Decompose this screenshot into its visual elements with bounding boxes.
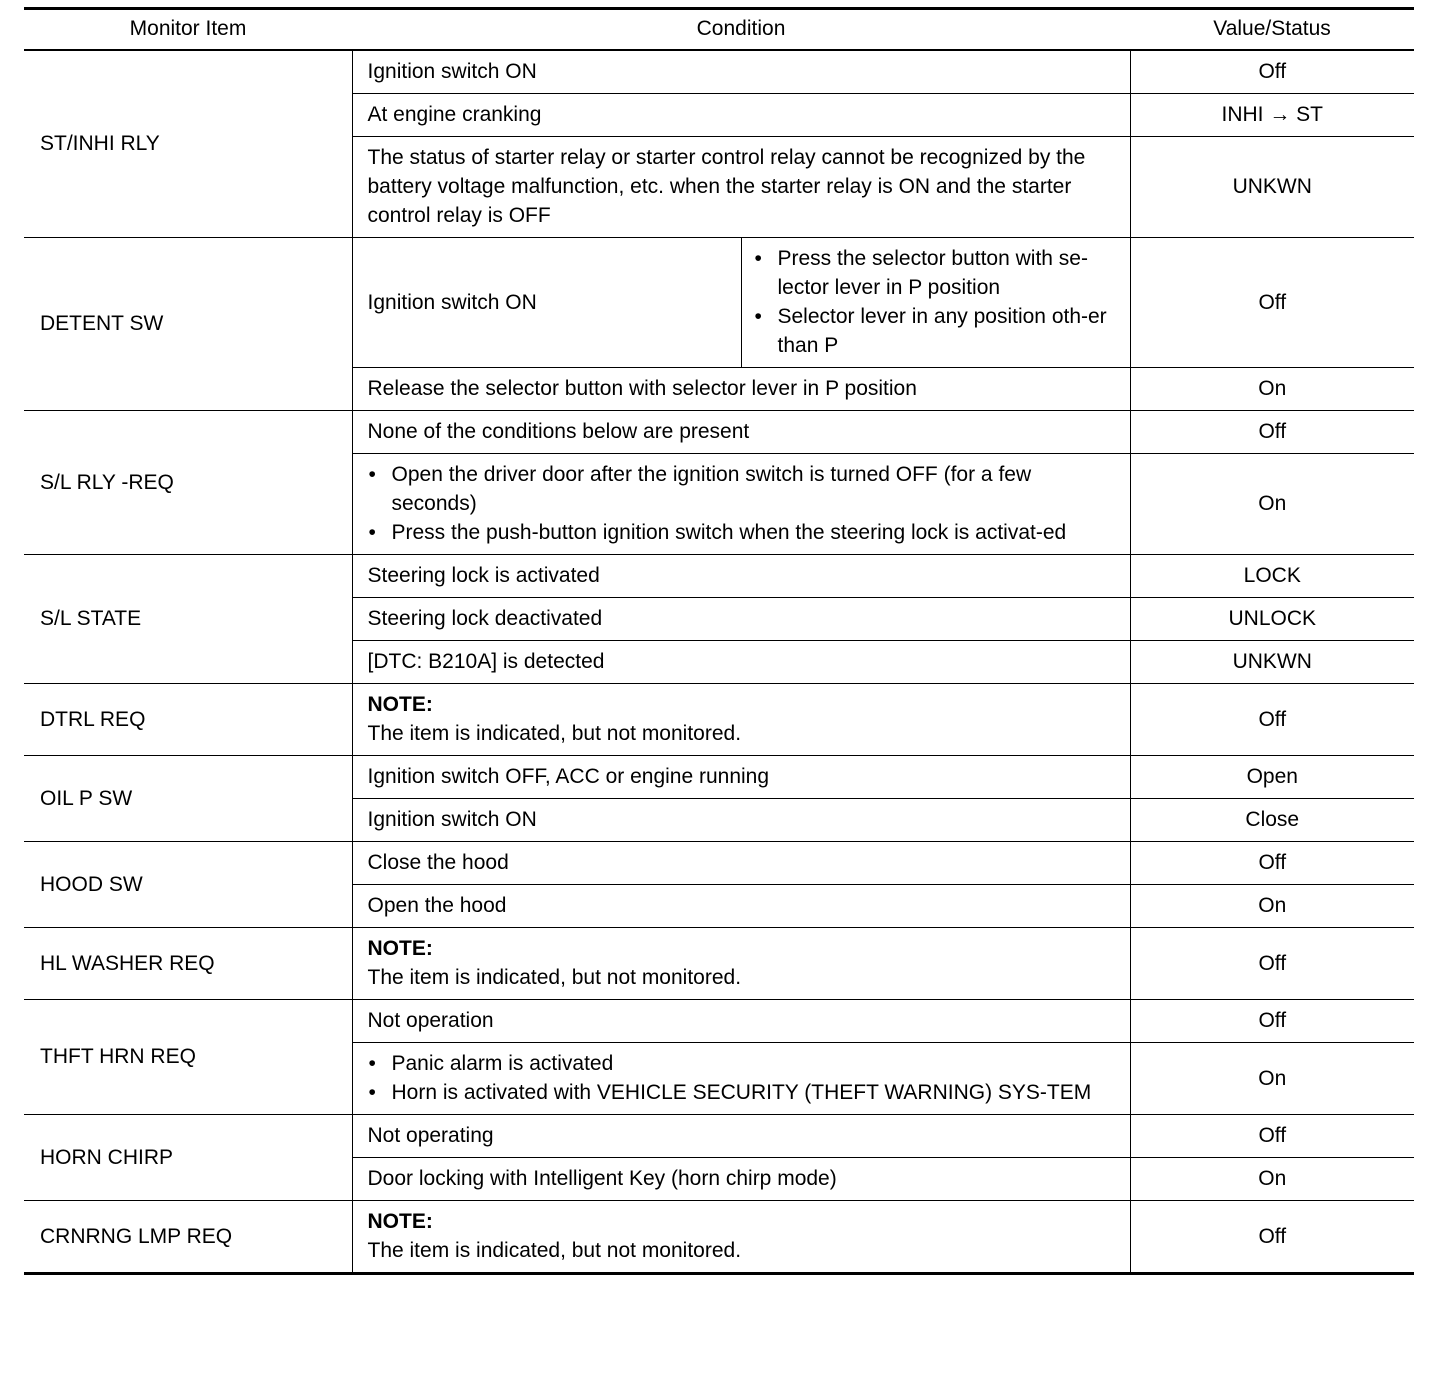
condition-bullet-list xyxy=(368,1049,1115,1107)
header-value-status: Value/Status xyxy=(1130,9,1414,51)
condition-cell xyxy=(352,1201,1130,1274)
monitor-item-sl-rly-req: S/L RLY -REQ xyxy=(24,411,352,555)
value-cell: Off xyxy=(1130,684,1414,756)
condition-cell: [DTC: B210A] is detected xyxy=(352,641,1130,684)
monitor-item-oil-p-sw: OIL P SW xyxy=(24,756,352,842)
condition-cell xyxy=(352,454,1130,555)
value-cell: UNKWN xyxy=(1130,137,1414,238)
table-row xyxy=(24,928,1414,1000)
monitor-item-hl-washer-req: HL WASHER REQ xyxy=(24,928,352,1000)
condition-cell: Release the selector button with selector lever in P position xyxy=(352,368,1130,411)
table-row xyxy=(24,756,1414,799)
note-label: NOTE: xyxy=(367,1210,433,1233)
table-row xyxy=(24,1000,1414,1043)
list-item: • Press the selector button with se-lector lever in P position xyxy=(754,244,1122,302)
condition-cell: Not operation xyxy=(352,1000,1130,1043)
value-cell: Off xyxy=(1130,1000,1414,1043)
condition-cell: None of the conditions below are present xyxy=(352,411,1130,454)
value-cell: UNKWN xyxy=(1130,641,1414,684)
value-cell: On xyxy=(1130,454,1414,555)
table-row xyxy=(24,555,1414,598)
condition-cell: Door locking with Intelligent Key (horn chirp mode) xyxy=(352,1158,1130,1201)
header-monitor-item: Monitor Item xyxy=(24,9,352,51)
value-cell: On xyxy=(1130,1043,1414,1115)
value-cell: INHI → ST xyxy=(1130,94,1414,137)
value-cell: Off xyxy=(1130,1201,1414,1274)
monitor-item-crnrng-lmp-req: CRNRNG LMP REQ xyxy=(24,1201,352,1274)
condition-cell: Ignition switch ON xyxy=(352,799,1130,842)
condition-cell: Steering lock deactivated xyxy=(352,598,1130,641)
value-cell: Open xyxy=(1130,756,1414,799)
value-cell: On xyxy=(1130,885,1414,928)
condition-cell: At engine cranking xyxy=(352,94,1130,137)
table-row xyxy=(24,1201,1414,1274)
monitor-table xyxy=(24,7,1414,1275)
value-cell: On xyxy=(1130,368,1414,411)
value-cell: LOCK xyxy=(1130,555,1414,598)
note-label: NOTE: xyxy=(367,937,433,960)
monitor-item-st-inhi-rly: ST/INHI RLY xyxy=(24,50,352,238)
value-cell: Close xyxy=(1130,799,1414,842)
value-cell: Off xyxy=(1130,411,1414,454)
monitor-item-horn-chirp: HORN CHIRP xyxy=(24,1115,352,1201)
condition-cell: Ignition switch OFF, ACC or engine running xyxy=(352,756,1130,799)
list-item: • Open the driver door after the ignition switch is turned OFF (for a few seconds) xyxy=(368,460,1115,518)
table-row xyxy=(24,1115,1414,1158)
monitor-item-thft-hrn-req: THFT HRN REQ xyxy=(24,1000,352,1115)
table-row xyxy=(24,50,1414,94)
table-row xyxy=(24,238,1414,368)
condition-cell: The status of starter relay or starter control relay cannot be recognized by the battery voltage malfunction, etc. when the starter relay is ON and the starter control relay is OFF xyxy=(352,137,1130,238)
condition-cell: Close the hood xyxy=(352,842,1130,885)
note-text: The item is indicated, but not monitored. xyxy=(367,966,742,989)
condition-subcell xyxy=(741,238,1130,368)
condition-cell: Ignition switch ON xyxy=(352,50,1130,94)
condition-cell: Steering lock is activated xyxy=(352,555,1130,598)
table-row xyxy=(24,842,1414,885)
condition-cell: Ignition switch ON xyxy=(352,238,741,368)
monitor-item-dtrl-req: DTRL REQ xyxy=(24,684,352,756)
condition-cell xyxy=(352,1043,1130,1115)
value-cell: Off xyxy=(1130,842,1414,885)
value-cell: UNLOCK xyxy=(1130,598,1414,641)
condition-cell: Open the hood xyxy=(352,885,1130,928)
list-item: • Panic alarm is activated xyxy=(368,1049,1115,1078)
note-label: NOTE: xyxy=(367,693,433,716)
list-item: • Press the push-button ignition switch when the steering lock is activat-ed xyxy=(368,518,1115,547)
note-text: The item is indicated, but not monitored. xyxy=(367,722,742,745)
condition-cell xyxy=(352,928,1130,1000)
monitor-item-hood-sw: HOOD SW xyxy=(24,842,352,928)
value-cell: Off xyxy=(1130,238,1414,368)
monitor-item-sl-state: S/L STATE xyxy=(24,555,352,684)
value-cell: Off xyxy=(1130,1115,1414,1158)
condition-cell xyxy=(352,684,1130,756)
list-item: • Selector lever in any position oth-er than P xyxy=(754,302,1122,360)
monitor-item-detent-sw: DETENT SW xyxy=(24,238,352,411)
header-row xyxy=(24,9,1414,51)
value-cell: Off xyxy=(1130,928,1414,1000)
table-row xyxy=(24,411,1414,454)
condition-cell: Not operating xyxy=(352,1115,1130,1158)
value-cell: On xyxy=(1130,1158,1414,1201)
note-text: The item is indicated, but not monitored. xyxy=(367,1239,742,1262)
table-row xyxy=(24,684,1414,756)
condition-bullet-list xyxy=(368,460,1115,547)
value-cell: Off xyxy=(1130,50,1414,94)
list-item: • Horn is activated with VEHICLE SECURITY (THEFT WARNING) SYS-TEM xyxy=(368,1078,1115,1107)
condition-bullet-list xyxy=(754,244,1122,360)
header-condition: Condition xyxy=(352,9,1130,51)
